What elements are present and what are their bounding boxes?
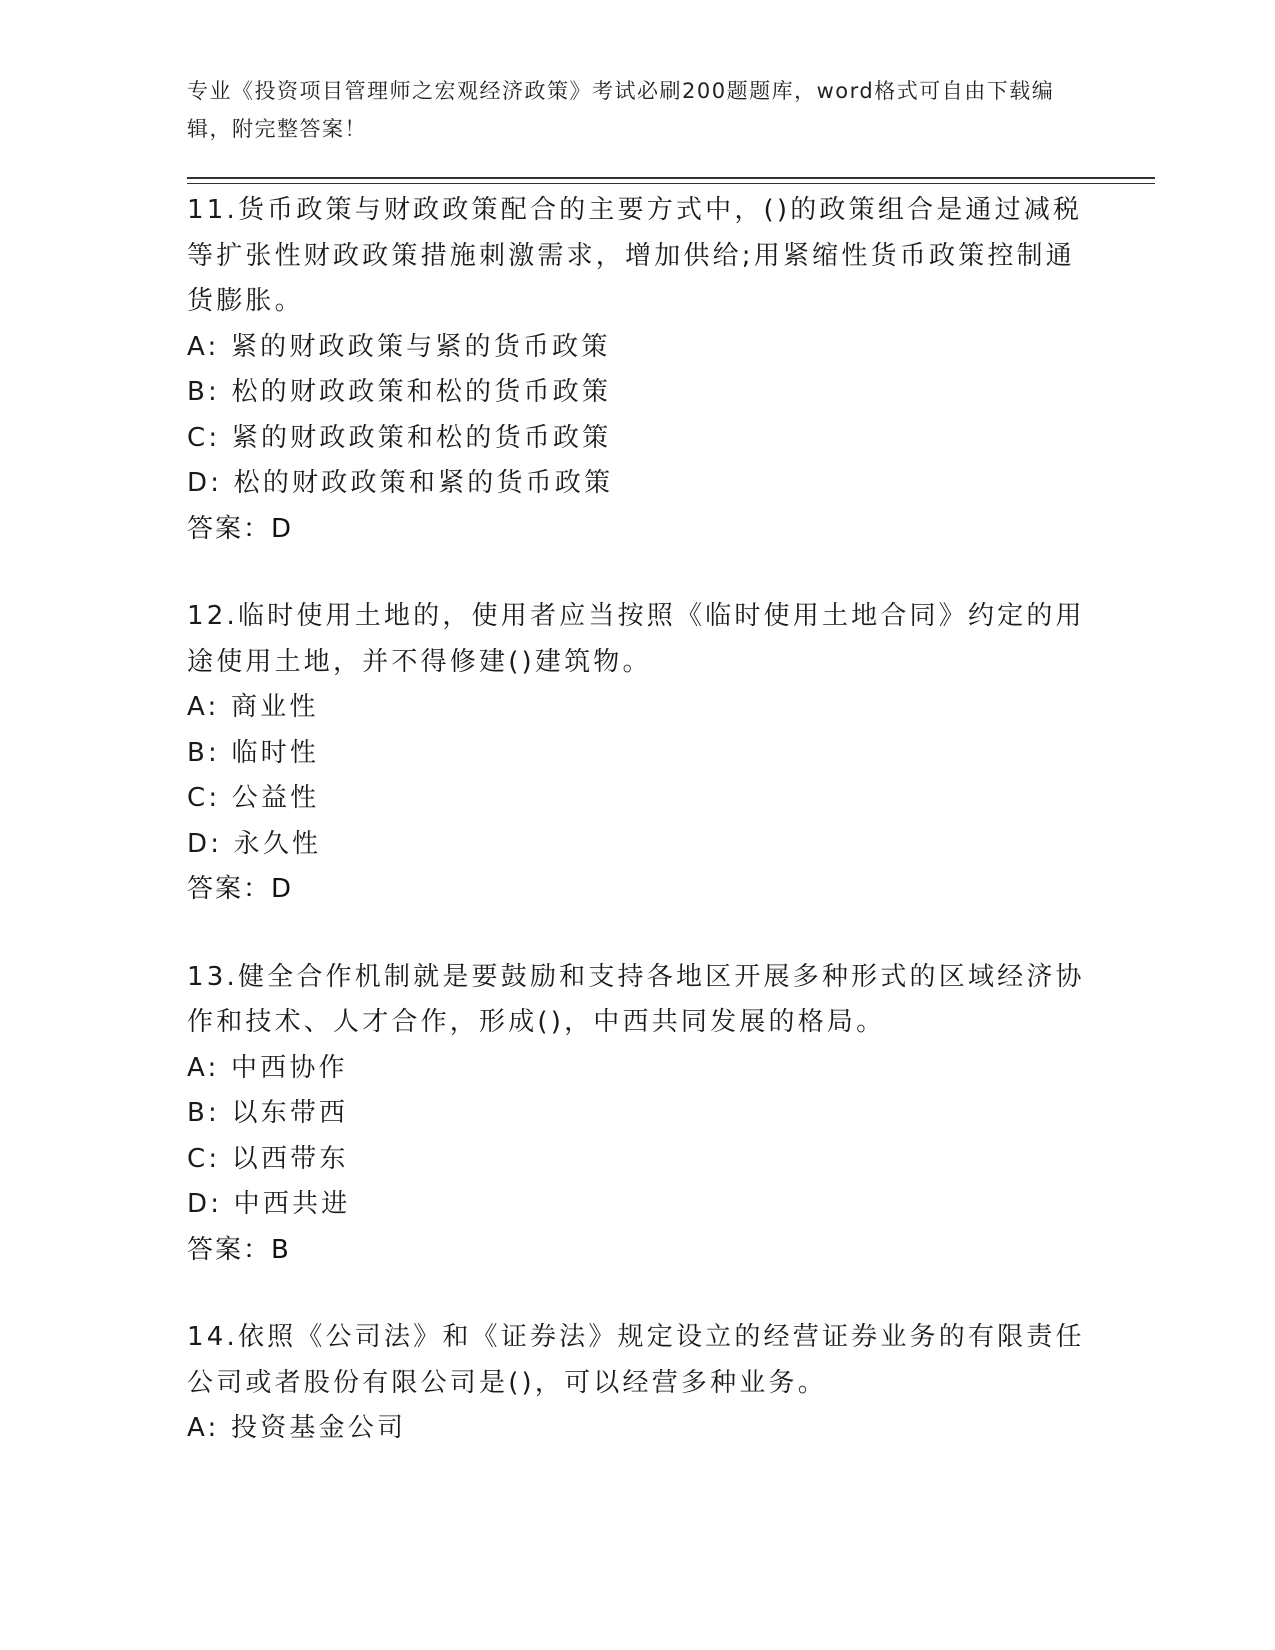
- question-stem: 11.货币政策与财政政策配合的主要方式中，()的政策组合是通过减税等扩张性财政政策措施刺激需求，增加供给;用紧缩性货币政策控制通货膨胀。: [187, 195, 1083, 316]
- question-11: [187, 188, 1087, 552]
- option-a: A: 商业性: [187, 692, 319, 722]
- answer: 答案：D: [187, 874, 294, 904]
- option-b: B: 以东带西: [187, 1098, 349, 1128]
- question-stem: 13.健全合作机制就是要鼓励和支持各地区开展多种形式的区域经济协作和技术、人才合作，形成()，中西共同发展的格局。: [187, 961, 1085, 1037]
- option-a: A: 紧的财政政策与紧的货币政策: [187, 331, 611, 362]
- option-b: B: 临时性: [187, 737, 320, 768]
- question-stem: 14.依照《公司法》和《证券法》规定设立的经营证券业务的有限责任公司或者股份有限公司是()，可以经营多种业务。: [187, 1322, 1085, 1398]
- answer: 答案：D: [187, 513, 294, 544]
- option-c: C: 以西带东: [187, 1143, 349, 1174]
- question-12: [187, 594, 1087, 913]
- option-c: C: 紧的财政政策和松的货币政策: [187, 422, 612, 453]
- option-b: B: 松的财政政策和松的货币政策: [187, 377, 612, 407]
- document-header: 专业《投资项目管理师之宏观经济政策》考试必刷200题题库，word格式可自由下载编辑，附完整答案！: [187, 79, 1055, 141]
- option-a: A: 中西协作: [187, 1052, 348, 1083]
- question-13: [187, 955, 1087, 1274]
- answer: 答案：B: [187, 1234, 291, 1265]
- question-list: [187, 188, 1087, 1494]
- option-d: D: 永久性: [187, 828, 322, 859]
- question-stem: 12.临时使用土地的，使用者应当按照《临时使用土地合同》约定的用途使用土地，并不得修建()建筑物。: [187, 601, 1085, 677]
- option-c: C: 公益性: [187, 783, 320, 813]
- option-d: D: 松的财政政策和紧的货币政策: [187, 468, 614, 498]
- header-divider-thin: [187, 183, 1155, 184]
- option-d: D: 中西共进: [187, 1189, 351, 1219]
- question-14: [187, 1315, 1087, 1452]
- header-divider-thick: [187, 177, 1155, 179]
- option-a: A: 投资基金公司: [187, 1413, 407, 1443]
